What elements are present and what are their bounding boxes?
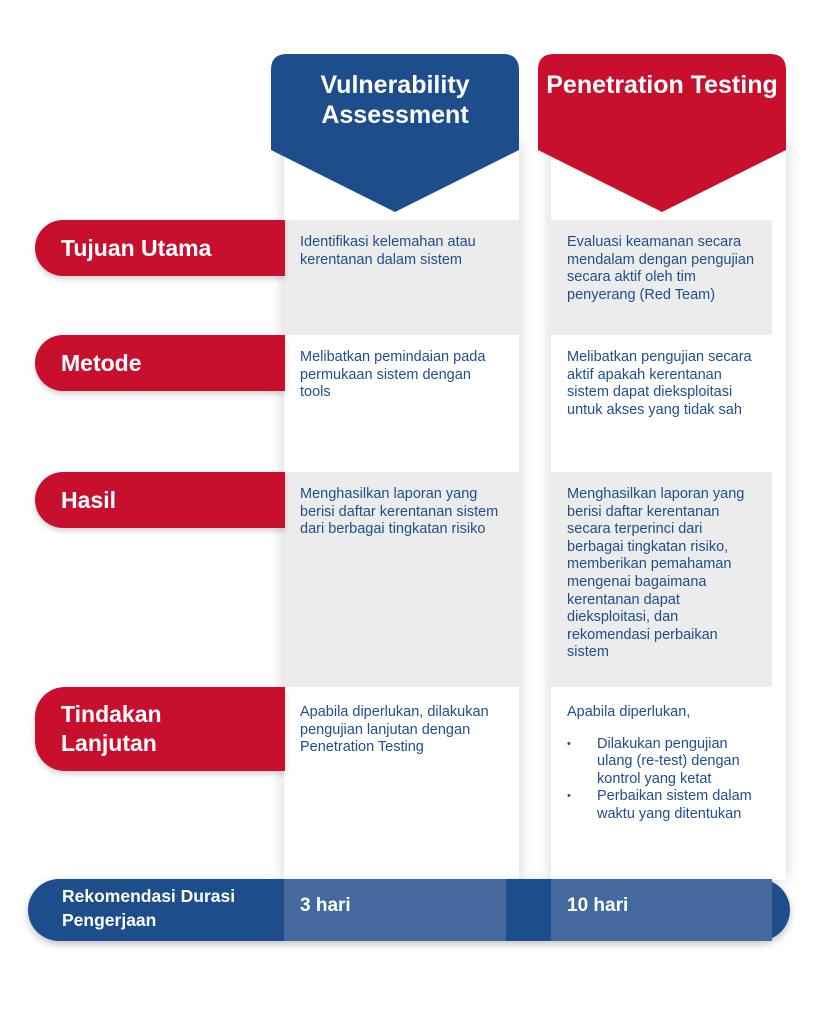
hasil-vulnerability-cell: Menghasilkan laporan yang berisi daftar kerentanan sistem dari berbagai tingkatan risiko	[284, 472, 519, 687]
tindakan-pentest-list	[567, 736, 756, 824]
hasil-pentest-cell: Menghasilkan laporan yang berisi daftar kerentanan secara terperinci dari berbagai tingkatan risiko, memberikan pemahaman mengenai bagaimana kerentanan dapat dieksploitasi, dan rekomendasi perbaikan sistem	[551, 472, 772, 687]
footer-pentest-duration: 10 hari	[567, 895, 629, 916]
row-label-tujuan-utama: Tujuan Utama	[35, 220, 285, 276]
row-label-hasil: Hasil	[35, 472, 285, 528]
footer-vulnerability-duration: 3 hari	[300, 895, 351, 916]
tindakan-vulnerability-cell: Apabila diperlukan, dilakukan pengujian lanjutan dengan Penetration Testing	[300, 704, 489, 756]
tujuan-pentest-cell: Evaluasi keamanan secara mendalam dengan pengujian secara aktif oleh tim penyerang (Red Team)	[551, 220, 772, 335]
list-item: • Dilakukan pengujian ulang (re-test) dengan kontrol yang ketat	[597, 736, 756, 789]
pentest-header-title: Penetration Testing	[546, 71, 778, 99]
row-label-metode: Metode	[35, 335, 285, 391]
tindakan-pentest-cell	[551, 690, 772, 875]
tindakan-pentest-intro: Apabila diperlukan,	[567, 704, 691, 720]
metode-vulnerability-cell: Melibatkan pemindaian pada permukaan sistem dengan tools	[300, 349, 486, 401]
footer-label: Rekomendasi Durasi Pengerjaan	[62, 886, 236, 930]
vulnerability-header-title: Vulnerability Assessment	[320, 71, 470, 129]
row-label-tindakan-lanjutan: Tindakan Lanjutan	[35, 687, 285, 771]
tujuan-vulnerability-cell: Identifikasi kelemahan atau kerentanan dalam sistem	[284, 220, 519, 335]
list-item: • Perbaikan sistem dalam waktu yang ditentukan	[597, 788, 756, 823]
metode-pentest-cell: Melibatkan pengujian secara aktif apakah kerentanan sistem dapat dieksploitasi untuk akses yang tidak sah	[567, 349, 752, 418]
